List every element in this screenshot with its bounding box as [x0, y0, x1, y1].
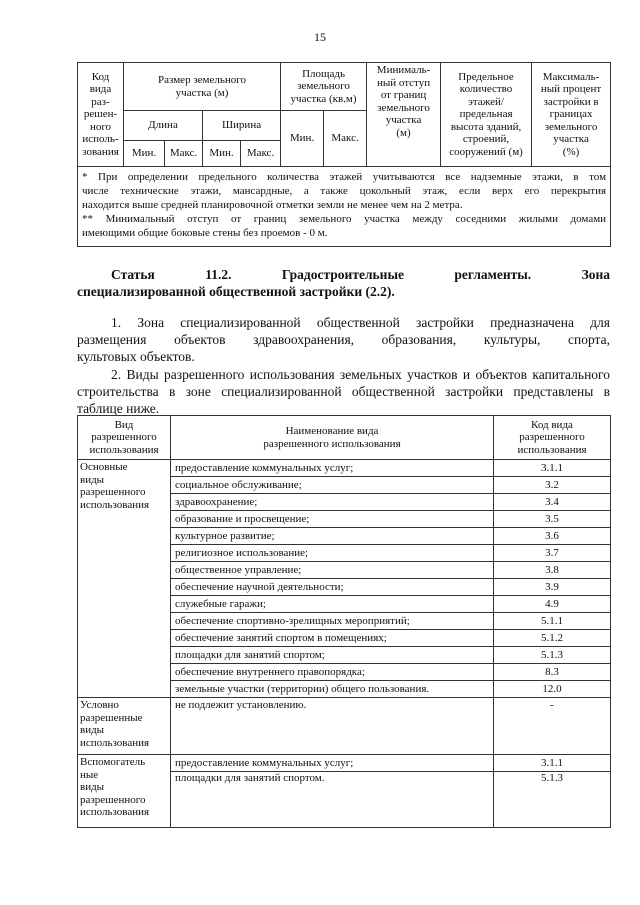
header-line: разрешенного использования: [263, 437, 401, 450]
use-name: площадки для занятий спортом.: [171, 772, 494, 828]
paragraph-1: [77, 314, 610, 365]
header-line: раз-: [91, 95, 110, 108]
use-name: социальное обслуживание;: [171, 477, 494, 494]
header-floors: [441, 63, 532, 167]
note-line: * При определении предельного количества этажей учитываются все надземные этажи, в том: [82, 171, 607, 183]
header-line: предельная: [459, 108, 513, 121]
use-code: 5.1.3: [494, 772, 611, 828]
header-area-min: Мин.: [281, 111, 324, 167]
group-label-line: Основные: [80, 461, 128, 473]
article-heading-line: Статья 11.2. Градостроительные регламенты. Зона: [111, 267, 610, 282]
header-line: использования: [89, 443, 159, 456]
header-width: Ширина: [203, 111, 281, 141]
header-line: Площадь: [302, 67, 345, 80]
use-code: 5.1.3: [494, 647, 611, 664]
note-line: ** Минимальный отступ от границ земельного участка между соседними жилыми домами: [82, 213, 607, 225]
group-label-line: использования: [80, 736, 150, 749]
paragraph-2: [77, 366, 610, 417]
use-name: служебные гаражи;: [171, 596, 494, 613]
use-name: обеспечение спортивно-зрелищных мероприятий;: [171, 613, 494, 630]
group-label-main: [78, 460, 171, 698]
header-setback: [367, 63, 441, 167]
group-label-line: разрешенного: [80, 486, 146, 498]
group-label-auxiliary: [78, 755, 171, 828]
use-code: 5.1.1: [494, 613, 611, 630]
use-name: образование и просвещение;: [171, 511, 494, 528]
header-line: ный процент: [540, 83, 602, 96]
group-label-line: ные: [80, 768, 99, 781]
use-code: -: [494, 698, 611, 755]
header-line: Код вида: [531, 418, 573, 431]
group-label-conditional: [78, 698, 171, 755]
table-row: [78, 755, 611, 772]
use-name: здравоохранение;: [171, 494, 494, 511]
permitted-uses-table: [77, 415, 611, 828]
header-line: исполь-: [82, 133, 119, 146]
use-code: 3.4: [494, 494, 611, 511]
header-line: участка (м): [175, 86, 229, 99]
note-line: имеющими общие боковые стены без проемов - 0 м.: [82, 227, 328, 239]
group-label-line: виды: [80, 781, 105, 793]
header-line: Код: [91, 70, 110, 83]
note-line: числе технические этажи, мансардные, а также цокольный этаж, если верх его перекрытия: [82, 185, 607, 197]
header-line: (%): [562, 145, 580, 158]
header-line: вида: [89, 83, 112, 96]
group-label-line: виды: [80, 724, 105, 736]
use-name: площадки для занятий спортом;: [171, 647, 494, 664]
header-line: разрешенного: [91, 431, 157, 444]
parameters-table: [77, 62, 611, 247]
use-name: общественное управление;: [171, 562, 494, 579]
header-use-code: [494, 416, 611, 460]
header-width-min: Мин.: [203, 141, 241, 167]
header-length-max: Макс.: [165, 141, 203, 167]
header-line: (м): [396, 126, 411, 139]
header-line: границах: [549, 108, 593, 121]
header-length-min: Мин.: [124, 141, 165, 167]
header-line: земельного: [544, 120, 598, 133]
header-line: использования: [517, 443, 587, 456]
header-line: Предельное: [458, 70, 514, 83]
use-name: культурное развитие;: [171, 528, 494, 545]
paragraph-line: 2. Виды разрешенного использования земельных участков и объектов капитального: [111, 367, 610, 382]
header-use-name: [171, 416, 494, 460]
use-name: обеспечение занятий спортом в помещениях;: [171, 630, 494, 647]
use-code: 5.1.2: [494, 630, 611, 647]
paragraph-line: строительства в зоне специализированной общественной застройки представлены в: [77, 384, 610, 399]
use-code: 3.1.1: [494, 460, 611, 477]
paragraph-line: культовых объектов.: [77, 349, 195, 364]
header-area-max: Макс.: [324, 111, 367, 167]
header-line: участка: [553, 133, 589, 146]
note-line: находится выше средней планировочной отметки земли не менее чем на 2 метра.: [82, 199, 463, 211]
header-line: высота зданий,: [450, 120, 522, 133]
use-name: религиозное использование;: [171, 545, 494, 562]
group-label-line: разрешенного: [80, 793, 146, 806]
header-line: Вид: [114, 418, 134, 431]
group-label-line: Условно: [80, 699, 119, 711]
header-line: сооружений (м): [449, 145, 523, 158]
use-code: 3.6: [494, 528, 611, 545]
header-line: разрешенного: [519, 431, 585, 444]
paragraph-line: 1. Зона специализированной общественной застройки предназначена для: [111, 315, 610, 330]
header-line: количество: [459, 83, 513, 96]
use-code: 8.3: [494, 664, 611, 681]
use-code: 3.2: [494, 477, 611, 494]
use-name: обеспечение научной деятельности;: [171, 579, 494, 596]
header-line: земельного: [377, 101, 430, 114]
table-notes: [78, 167, 611, 247]
header-line: Наименование вида: [285, 425, 379, 437]
header-line: строений,: [462, 133, 510, 146]
use-name: предоставление коммунальных услуг;: [171, 755, 494, 772]
header-coverage: [532, 63, 611, 167]
header-line: Размер земельного: [158, 74, 247, 86]
header-line: Минималь-: [376, 64, 431, 76]
use-code: 3.5: [494, 511, 611, 528]
use-code: 3.8: [494, 562, 611, 579]
header-line: участка (кв.м): [290, 92, 357, 105]
group-label-line: виды: [80, 473, 105, 486]
group-label-line: Вспомогатель: [80, 756, 146, 768]
header-line: застройки в: [543, 95, 599, 108]
use-code: 4.9: [494, 596, 611, 613]
group-label-line: использования: [80, 806, 150, 818]
use-code: 3.9: [494, 579, 611, 596]
paragraph-line: размещения объектов здравоохранения, образования, культуры, спорта,: [77, 332, 610, 347]
table-row: [78, 698, 611, 755]
header-area: [281, 63, 367, 111]
use-code: 3.1.1: [494, 755, 611, 772]
group-label-line: использования: [80, 498, 150, 511]
article-heading: [77, 266, 610, 300]
use-code: 12.0: [494, 681, 611, 698]
header-length: Длина: [124, 111, 203, 141]
use-code: 3.7: [494, 545, 611, 562]
header-line: участка: [385, 114, 422, 126]
header-line: Максималь-: [542, 70, 600, 83]
article-heading-line: специализированной общественной застройки (2.2).: [77, 284, 395, 299]
paragraph-line: таблице ниже.: [77, 401, 160, 416]
use-name: предоставление коммунальных услуг;: [171, 460, 494, 477]
page-number: 15: [314, 30, 326, 44]
header-line: зования: [82, 145, 119, 158]
header-line: земельного: [297, 80, 350, 93]
use-name: не подлежит установлению.: [171, 698, 494, 755]
use-name: обеспечение внутреннего правопорядка;: [171, 664, 494, 681]
header-use-type: [78, 416, 171, 460]
header-width-max: Макс.: [241, 141, 281, 167]
header-line: ный отступ: [376, 76, 431, 89]
header-line: от границ: [380, 89, 427, 101]
header-line: ного: [89, 120, 112, 133]
use-name: земельные участки (территории) общего пользования.: [171, 681, 494, 698]
group-label-line: разрешенные: [80, 711, 143, 724]
table-row: [78, 460, 611, 477]
header-size: [124, 63, 281, 111]
header-code: [78, 63, 124, 167]
header-line: решен-: [83, 108, 118, 121]
header-line: этажей/: [468, 95, 504, 108]
